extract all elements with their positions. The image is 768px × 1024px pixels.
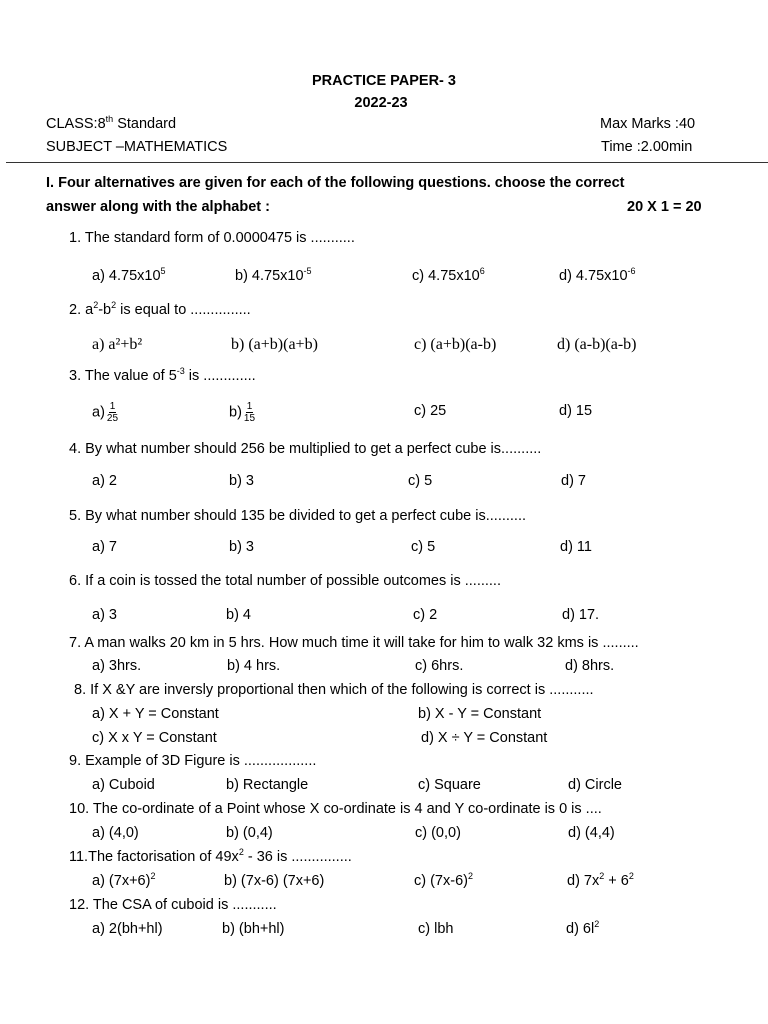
q12-option-d: d) $6l^2$ — [566, 919, 600, 937]
q6-option-a: a) 3 — [92, 607, 117, 623]
header-rule — [6, 162, 768, 163]
q8-option-d: d) X ÷ Y = Constant — [421, 730, 548, 746]
q2-option-a: a) a²+b² — [92, 336, 143, 353]
question-5: 5. By what number should 135 be divided to get a perfect cube is.......... — [69, 508, 527, 524]
q10-option-b: b) (0,4) — [226, 825, 273, 841]
question-12: 12. The CSA of cuboid is ........... — [69, 897, 277, 913]
q10-option-d: d) (4,4) — [568, 825, 615, 841]
q8-option-b: b) X - Y = Constant — [418, 706, 542, 722]
q9-option-b: b) Rectangle — [226, 777, 309, 793]
q8-option-c: c) X x Y = Constant — [92, 730, 217, 746]
subject-label: SUBJECT –MATHEMATICS — [46, 139, 228, 155]
question-1: 1. The standard form of 0.0000475 is ........... — [69, 230, 355, 246]
q4-option-b: b) 3 — [229, 473, 254, 489]
question-9: 9. Example of 3D Figure is .................. — [69, 753, 317, 769]
class-label: CLASS:8th Standard — [46, 114, 177, 132]
question-3: 3. The value of $5^{-3}$ is ............. — [69, 366, 256, 384]
q12-option-a: a) 2(bh+hl) — [92, 921, 163, 937]
q9-option-d: d) Circle — [568, 777, 622, 793]
q5-option-d: d) 11 — [560, 539, 592, 555]
q10-option-c: c) (0,0) — [415, 825, 461, 841]
q4-option-a: a) 2 — [92, 473, 117, 489]
q2-option-c: c) (a+b)(a-b) — [414, 336, 497, 353]
time-label: Time :2.00min — [601, 139, 693, 155]
question-6: 6. If a coin is tossed the total number of possible outcomes is ......... — [69, 573, 501, 589]
q7-option-b: b) 4 hrs. — [227, 658, 281, 674]
q4-option-d: d) 7 — [561, 473, 586, 489]
q11-option-d: d) $7x^2 + 6^2$ — [567, 871, 634, 889]
q3-option-b: b) $\frac{1}{15}$ — [229, 401, 256, 424]
question-7: 7. A man walks 20 km in 5 hrs. How much time it will take for him to walk 32 kms is ......... — [69, 635, 639, 651]
paper-year: 2022-23 — [354, 95, 408, 111]
q2-option-b: b) (a+b)(a+b) — [231, 336, 318, 353]
q1-option-d: d) $4.75x10^{-6}$ — [559, 266, 636, 284]
paper-title: PRACTICE PAPER- 3 — [312, 73, 456, 89]
q1-option-b: b) $4.75x10^{-5}$ — [235, 266, 312, 284]
question-4: 4. By what number should 256 be multiplied to get a perfect cube is.......... — [69, 441, 542, 457]
q11-option-b: b) (7x-6) (7x+6) — [224, 873, 325, 889]
q12-option-c: c) lbh — [418, 921, 454, 937]
q1-option-c: c) $4.75x10^6$ — [412, 266, 485, 284]
question-11: 11.The factorisation of $49x^2 - 36$ is ............... — [69, 847, 352, 865]
q9-option-a: a) Cuboid — [92, 777, 155, 793]
q11-option-c: c) $(7x-6)^2$ — [414, 871, 473, 889]
q8-option-a: a) X + Y = Constant — [92, 706, 219, 722]
section-heading-line2: answer along with the alphabet : — [46, 199, 270, 215]
max-marks: Max Marks :40 — [600, 116, 696, 132]
q10-option-a: a) (4,0) — [92, 825, 139, 841]
q7-option-c: c) 6hrs. — [415, 658, 464, 674]
question-2: 2. $a^2-b^2$ is equal to ............... — [69, 300, 251, 318]
q6-option-b: b) 4 — [226, 607, 251, 623]
q3-option-d: d) 15 — [559, 403, 593, 419]
q3-option-a: a) $\frac{1}{25}$ — [92, 401, 119, 424]
q12-option-b: b) (bh+hl) — [222, 921, 285, 937]
q9-option-c: c) Square — [418, 777, 481, 793]
q6-option-d: d) 17. — [562, 607, 600, 623]
q5-option-c: c) 5 — [411, 539, 436, 555]
q1-option-a: a) $4.75x10^5$ — [92, 266, 166, 284]
section-heading-line1: I. Four alternatives are given for each of the following questions. choose the correct — [46, 175, 625, 191]
q5-option-a: a) 7 — [92, 539, 117, 555]
q5-option-b: b) 3 — [229, 539, 254, 555]
question-8: 8. If X &Y are inversly proportional then which of the following is correct is ........... — [74, 682, 594, 698]
fraction: $\frac{1}{25}$ — [106, 401, 119, 424]
fraction: $\frac{1}{15}$ — [243, 401, 256, 424]
q7-option-a: a) 3hrs. — [92, 658, 142, 674]
q11-option-a: a) $(7x+6)^2$ — [92, 871, 156, 889]
question-10: 10. The co-ordinate of a Point whose X co-ordinate is 4 and Y co-ordinate is 0 is .... — [69, 801, 602, 817]
q2-option-d: d) (a-b)(a-b) — [557, 336, 637, 353]
q7-option-d: d) 8hrs. — [565, 658, 615, 674]
q3-option-c: c) 25 — [414, 403, 447, 419]
q6-option-c: c) 2 — [413, 607, 438, 623]
q4-option-c: c) 5 — [408, 473, 433, 489]
section-marks: 20 X 1 = 20 — [627, 199, 702, 215]
